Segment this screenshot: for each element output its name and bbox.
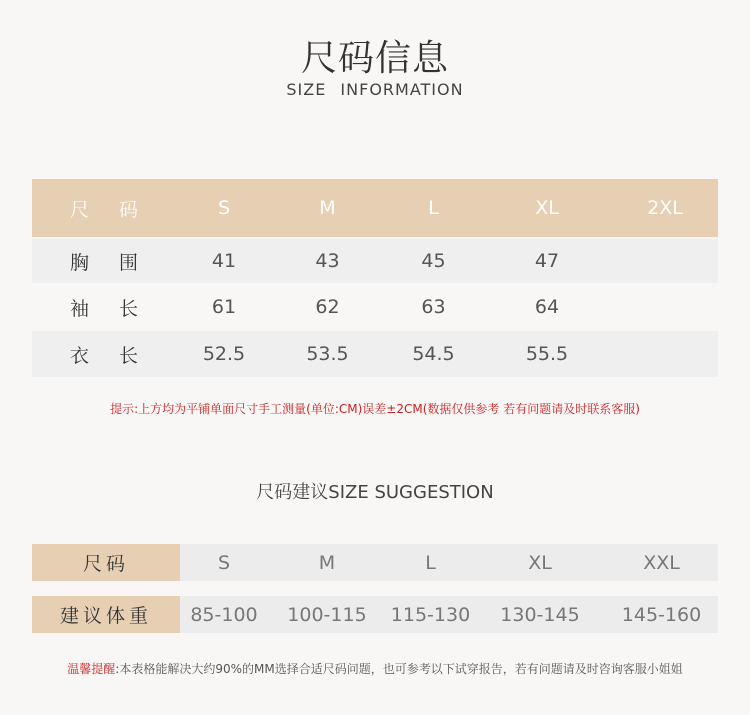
table-cell: S	[217, 551, 231, 574]
header-cell: 尺 码	[69, 198, 151, 221]
suggestion-weight-row	[32, 596, 718, 633]
size-label: 尺码	[32, 544, 180, 581]
table-cell: XL	[528, 551, 552, 574]
size-table-header	[32, 179, 718, 237]
header-cell: 2XL	[647, 197, 683, 219]
table-cell: 54.5	[412, 343, 455, 365]
table-cell: L	[425, 551, 436, 574]
table-row	[32, 331, 718, 377]
table-cell: 63	[421, 296, 446, 318]
table-cell: M	[318, 551, 336, 574]
reminder-prefix: 温馨提醒	[67, 662, 116, 676]
reminder-text: :本表格能解决大约90%的MM选择合适尺码问题，也可参考以下试穿报告，若有问题请及时咨询客服小姐姐	[115, 662, 683, 676]
table-cell: 52.5	[202, 343, 246, 365]
page-subtitle: SIZE INFORMATION	[286, 80, 464, 99]
page-title: 尺码信息	[300, 38, 449, 79]
header-cell: S	[217, 197, 231, 219]
table-cell: 53.5	[306, 343, 349, 365]
table-cell: 47	[534, 250, 560, 272]
table-cell: XXL	[643, 551, 680, 574]
suggestion-title: 尺码建议SIZE SUGGESTION	[256, 482, 494, 503]
row-label: 衣 长	[69, 344, 151, 367]
table-row	[32, 285, 718, 329]
row-label: 胸 围	[69, 251, 151, 274]
table-cell: 64	[534, 296, 560, 318]
table-cell: 130-145	[500, 603, 580, 626]
table-cell: 41	[211, 250, 237, 272]
header-cell: XL	[535, 197, 559, 219]
header-cell: L	[428, 197, 439, 219]
measurement-note: 提示:上方均为平铺单面尺寸手工测量(单位:CM)误差±2CM(数据仅供参考 若有问题请及时联系客服)	[110, 402, 640, 416]
table-cell: 62	[315, 296, 340, 318]
table-cell: 145-160	[621, 603, 702, 626]
table-cell: 85-100	[190, 603, 258, 626]
table-row	[32, 239, 718, 283]
table-cell: 45	[421, 250, 446, 272]
row-label: 袖 长	[69, 297, 151, 320]
header-cell: M	[319, 197, 336, 219]
reminder-note	[0, 660, 750, 677]
table-cell: 115-130	[390, 603, 471, 626]
table-cell: 43	[315, 250, 340, 272]
weight-label: 建议体重	[32, 596, 180, 633]
table-cell: 55.5	[525, 343, 569, 365]
table-cell: 61	[211, 296, 237, 318]
suggestion-size-row	[32, 544, 718, 581]
table-cell: 100-115	[287, 603, 367, 626]
